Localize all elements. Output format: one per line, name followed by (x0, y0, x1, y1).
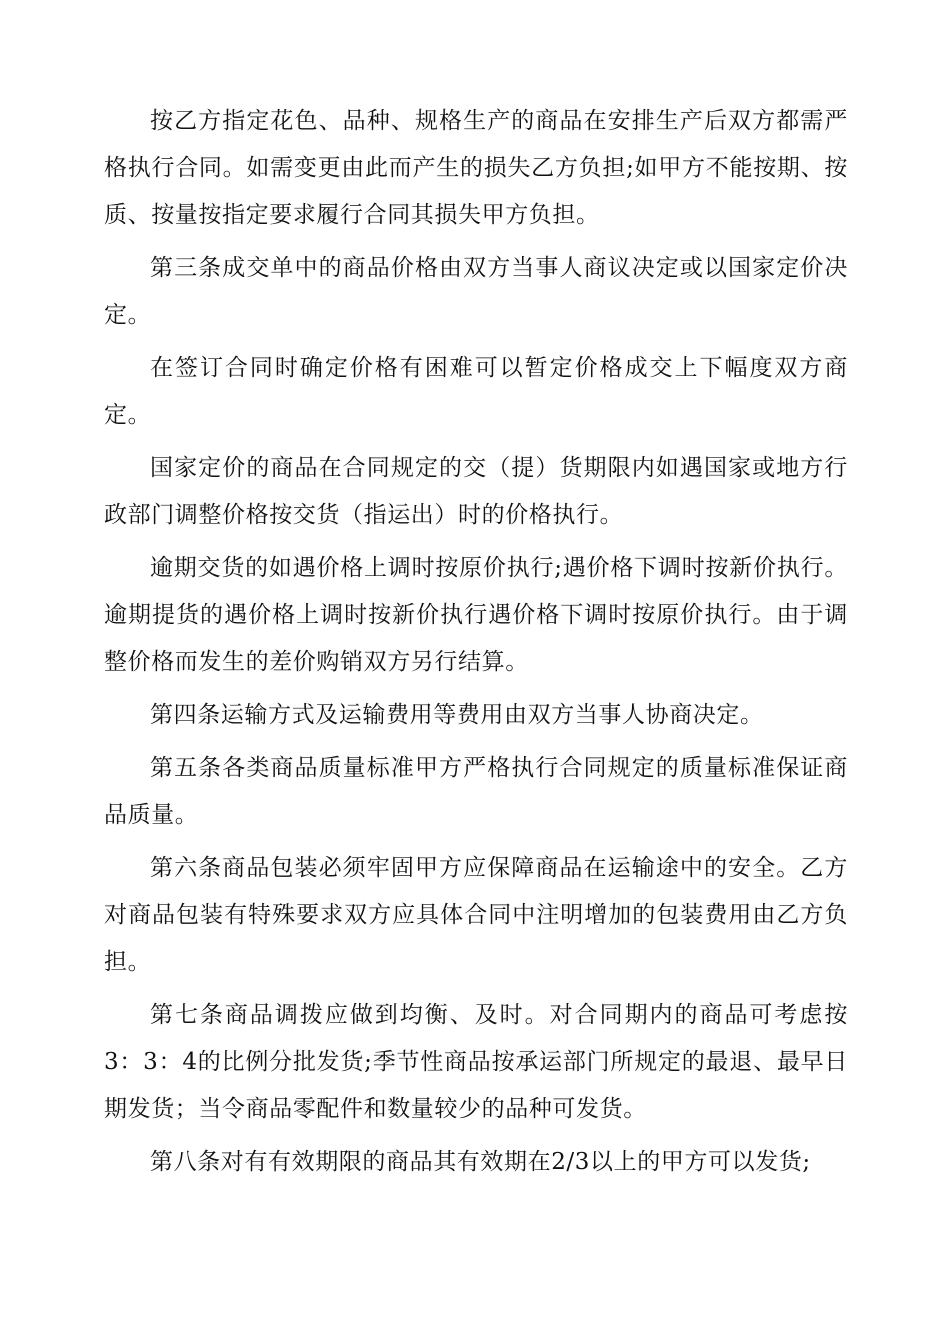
paragraph-article-4-transport: 第四条运输方式及运输费用等费用由双方当事人协商决定。 (150, 702, 764, 728)
paragraph-overdue-delivery: 逾期交货的如遇价格上调时按原价执行;遇价格下调时按新价执行。逾期提货的遇价格上调时按新价执行遇价格下调时按原价执行。由于调整价格而发生的差价购销双方另行结算。 (104, 555, 848, 675)
paragraph-article-7-allocation: 第七条商品调拨应做到均衡、及时。对合同期内的商品可考虑按3：3：4的比例分批发货;季节性商品按承运部门所规定的最退、最早日期发货；当令商品零配件和数量较少的品种可发货。 (104, 1002, 848, 1122)
paragraph-article-3-pricing: 第三条成交单中的商品价格由双方当事人商议决定或以国家定价决定。 (104, 255, 848, 328)
paragraph-state-price-adjustment: 国家定价的商品在合同规定的交（提）货期限内如遇国家或地方行政部门调整价格按交货（指运出）时的价格执行。 (104, 455, 848, 528)
document-body (104, 98, 848, 1186)
paragraph-custom-production: 按乙方指定花色、品种、规格生产的商品在安排生产后双方都需严格执行合同。如需变更由此而产生的损失乙方负担;如甲方不能按期、按质、按量按指定要求履行合同其损失甲方负担。 (104, 108, 848, 228)
paragraph-provisional-price: 在签订合同时确定价格有困难可以暂定价格成交上下幅度双方商定。 (104, 355, 848, 428)
paragraph-article-5-quality: 第五条各类商品质量标准甲方严格执行合同规定的质量标准保证商品质量。 (104, 755, 848, 828)
paragraph-article-8-validity: 第八条对有有效期限的商品其有效期在2/3以上的甲方可以发货; (150, 1149, 811, 1175)
paragraph-article-6-packaging: 第六条商品包装必须牢固甲方应保障商品在运输途中的安全。乙方对商品包装有特殊要求双方应具体合同中注明增加的包装费用由乙方负担。 (104, 855, 848, 975)
